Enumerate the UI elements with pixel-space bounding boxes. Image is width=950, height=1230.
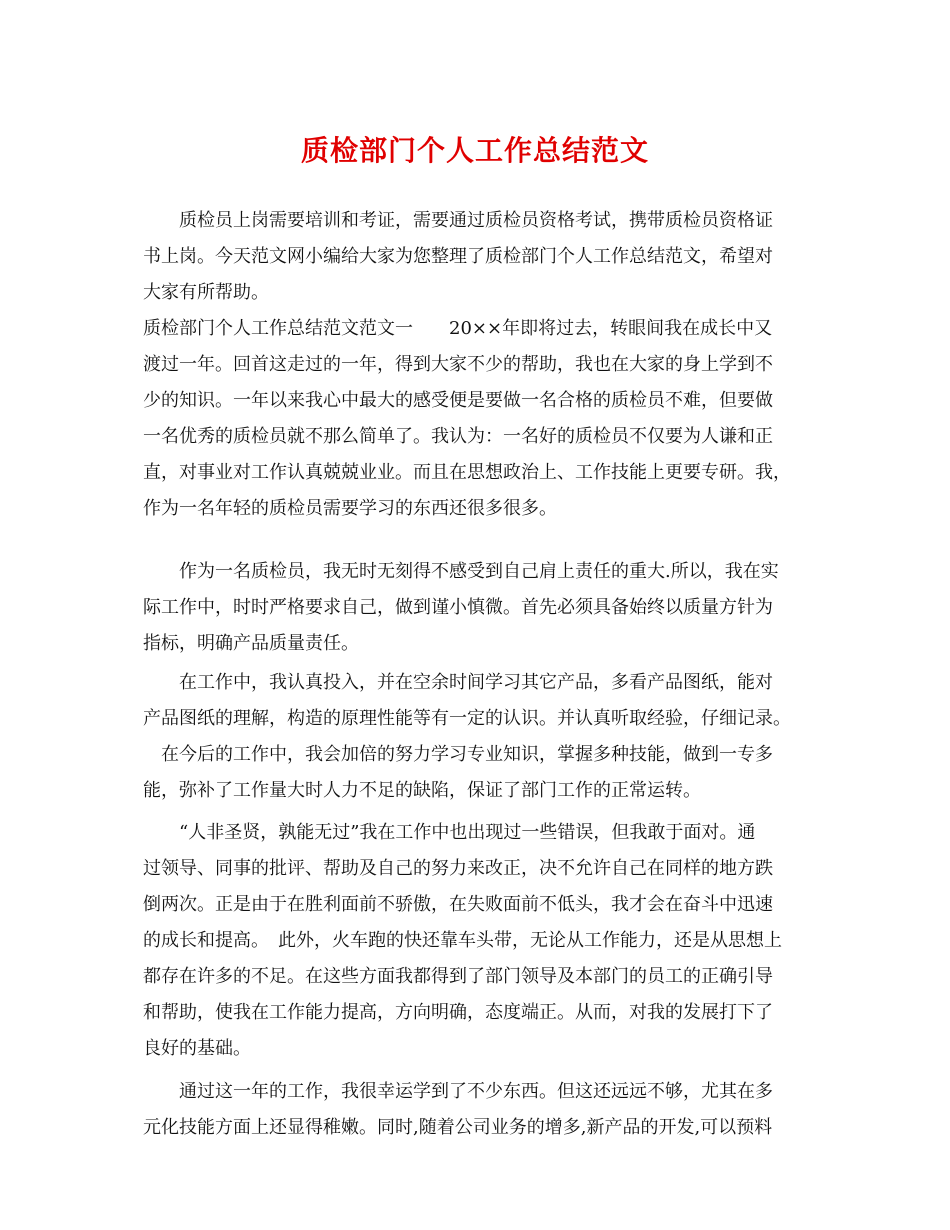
body-line: 少的知识。一年以来我心中最大的感受便是要做一名合格的质检员不难，但要做 bbox=[143, 390, 773, 411]
body-line: “人非圣贤，孰能无过”我在工作中也出现过一些错误，但我敢于面对。通 bbox=[143, 822, 756, 843]
body-line: 和帮助，使我在工作能力提高，方向明确，态度端正。从而，对我的发展打下了 bbox=[143, 1002, 773, 1023]
body-line: 际工作中，时时严格要求自己，做到谨小慎微。首先必须具备始终以质量方针为 bbox=[143, 597, 773, 618]
body-line: 作为一名年轻的质检员需要学习的东西还很多很多。 bbox=[143, 498, 557, 519]
body-line: 的成长和提高。 此外，火车跑的快还靠车头带，无论从工作能力，还是从思想上 bbox=[143, 930, 782, 951]
body-line: 直，对事业对工作认真兢兢业业。而且在思想政治上、工作技能上更要专研。我， bbox=[143, 462, 791, 483]
body-line: 都存在许多的不足。在这些方面我都得到了部门领导及本部门的员工的正确引导 bbox=[143, 966, 773, 987]
body-line: 质检员上岗需要培训和考证，需要通过质检员资格考试，携带质检员资格证 bbox=[143, 210, 773, 231]
body-line: 大家有所帮助。 bbox=[143, 282, 269, 303]
body-line: 倒两次。正是由于在胜利面前不骄傲，在失败面前不低头，我才会在奋斗中迅速 bbox=[143, 894, 773, 915]
body-line: 通过这一年的工作，我很幸运学到了不少东西。但这还远远不够，尤其在多 bbox=[143, 1081, 773, 1102]
body-line: 过领导、同事的批评、帮助及自己的努力来改正，决不允许自己在同样的地方跌 bbox=[143, 858, 773, 879]
body-line: 良好的基础。 bbox=[143, 1038, 251, 1059]
body-line: 书上岗。今天范文网小编给大家为您整理了质检部门个人工作总结范文，希望对 bbox=[143, 246, 773, 267]
body-line: 在工作中，我认真投入，并在空余时间学习其它产品，多看产品图纸，能对 bbox=[143, 672, 773, 693]
body-line: 渡过一年。回首这走过的一年，得到大家不少的帮助，我也在大家的身上学到不 bbox=[143, 354, 773, 375]
body-line: 在今后的工作中，我会加倍的努力学习专业知识，掌握多种技能，做到一专多 bbox=[143, 744, 773, 765]
body-line: 质检部门个人工作总结范文范文一 20××年即将过去，转眼间我在成长中又 bbox=[143, 318, 773, 339]
document-title: 质检部门个人工作总结范文 bbox=[300, 134, 649, 167]
body-line: 指标，明确产品质量责任。 bbox=[143, 633, 359, 654]
body-line: 一名优秀的质检员就不那么简单了。我认为：一名好的质检员不仅要为人谦和正 bbox=[143, 426, 773, 447]
body-line: 元化技能方面上还显得稚嫩。同时,随着公司业务的增多,新产品的开发,可以预料 bbox=[143, 1117, 773, 1138]
body-line: 能，弥补了工作量大时人力不足的缺陷，保证了部门工作的正常运转。 bbox=[143, 780, 701, 801]
body-line: 产品图纸的理解，构造的原理性能等有一定的认识。并认真听取经验，仔细记录。 bbox=[143, 708, 791, 729]
body-line: 作为一名质检员，我无时无刻得不感受到自己肩上责任的重大.所以，我在实 bbox=[143, 561, 779, 582]
